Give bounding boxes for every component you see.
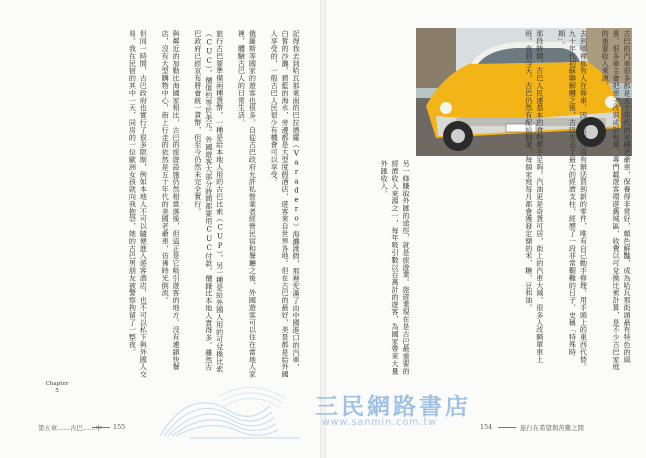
left-page-number: 155	[113, 423, 126, 431]
right-folio-label: 旅行在希望與苦難之間	[520, 424, 584, 432]
right-page-body-text: 古巴的汽車很多都是五十年代的美國老爺車，保養得非常好，顏色鮮豔，成為哈瓦那街頭最有特色的風景。很多車主會把車子改裝成計程車，專門載遊客環遊舊城區，收費以可兌換比索計算，是不少古巴家庭的重要收入來源。 去到哪裡都有人在修車，因為古巴人沒有辦法買到新的零件，唯有自己動手修理，用手頭上的東西代替。九十年代初蘇聯解體之後，古巴失去了最大的經濟支柱，經歷了一段非常艱難的日子，史稱「特殊時期」。 那段時間，古巴人民連基本的食物都不足夠，汽油更是奇貨可居，街上的汽車大減，很多人改騎單車上班。直到今天，古巴仍然有配給制度，每個家庭每月都會獲發定額的米、糖、豆和油。	[524, 30, 632, 371]
watermark-url: www.sanmin.com.tw	[322, 417, 437, 428]
left-folio-label: 第五章……古巴……中	[38, 424, 102, 432]
right-page-number: 154	[480, 423, 493, 431]
watermark-title: 三民網路書店	[315, 394, 471, 420]
right-folio-rule	[498, 427, 516, 428]
right-page-lower-text: 另一條賺取外匯的途徑，就是旅遊業。旅遊業現在是古巴最重要的經濟收入來源之一，每年吸引數以百萬計的遊客，為國家帶來大量外匯收入。	[380, 160, 411, 375]
left-folio-rule	[92, 427, 110, 428]
chapter-label: Chapter 5	[45, 381, 69, 394]
left-page-body-text: 記得我去到哈瓦那東面的巴拉德羅（Varadero）海灘渡假，那裡充滿了由中國進口的汽車，白皙的沙灘，碧藍的海水，旁邊都是大型度假酒店，遊客來自世界各地。但在古巴的最好，美景都是給外國人享受的，一般古巴人民很少有機會可以享受。 俄羅斯等國家的遊客也很多。自從古巴政府允許私營業者經營民宿和餐廳之後，外國遊客可以住在當地人家裡，體驗古巴人的日常生活。 旅行古巴要準備兩種貨幣，一種是給本地人用的古巴比索（CUP），另一種是給外國人用的可兌換比索（CUC），價值約等於美元。外國遊客大部分時間都要用CUC付款，價錢比本地人貴得多。雖然古巴政府已經宣布將會統一貨幣，但至今仍然未完全實行。 與鄰近的加勒比海國家相比，古巴的旅遊設施仍然相當落後，但這正是它吸引遊客的地方。沒有連鎖快餐店，沒有大型購物中心，街上行走的依然是五十年代的美國老爺車，彷彿時光倒流。 但同一時間，古巴政府也實行了很多限制，例如本地人不可以隨便進入遊客酒店，也不可以私下與外國人交易。我在民宿的其中一天，同房的一位歐洲女孩就向我抱怨，她的古巴男朋友被警察拘留了一整夜。	[128, 30, 301, 378]
